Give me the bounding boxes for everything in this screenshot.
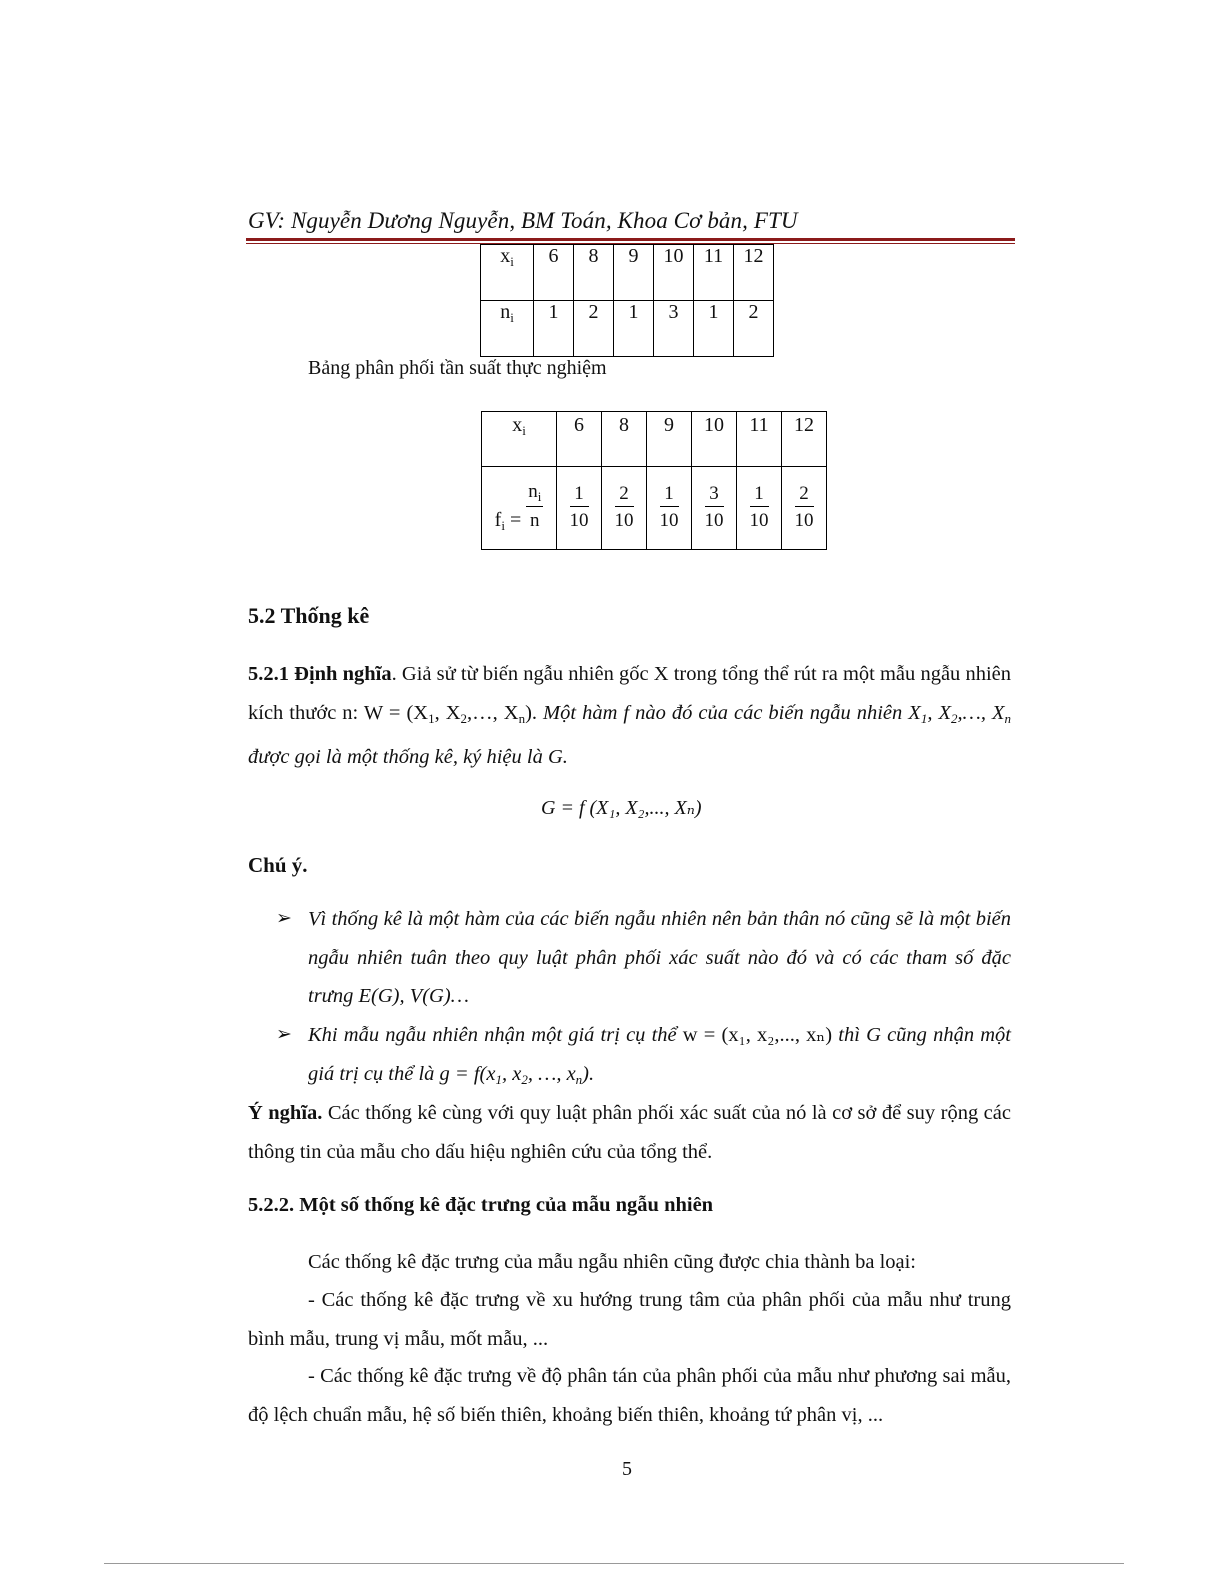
- table-cell: 12: [734, 245, 774, 301]
- table-cell: 8: [574, 245, 614, 301]
- header-rule: [246, 238, 1015, 241]
- arrow-bullet-icon: ➢: [276, 1024, 292, 1045]
- table-cell: 9: [614, 245, 654, 301]
- page-header: GV: Nguyễn Dương Nguyễn, BM Toán, Khoa Cơ bản, FTU: [248, 208, 798, 233]
- section-title: 5.2 Thống kê: [248, 603, 370, 628]
- table-row: [481, 245, 774, 301]
- table-row: [482, 467, 827, 550]
- table-caption: Bảng phân phối tần suất thực nghiệm: [308, 357, 607, 379]
- table-cell: $\frac{2}{10}$: [782, 467, 827, 550]
- table-cell: 12: [782, 412, 827, 467]
- table-cell: 10: [692, 412, 737, 467]
- table-cell: 3: [654, 301, 694, 357]
- table-cell: 11: [694, 245, 734, 301]
- row-label-x: $x_i$: [481, 245, 534, 301]
- footer-rule: [104, 1563, 1124, 1564]
- page-number: 5: [622, 1458, 632, 1480]
- table-cell: 9: [647, 412, 692, 467]
- meaning-label: Ý nghĩa.: [248, 1102, 323, 1124]
- table-cell: 10: [654, 245, 694, 301]
- row-label-n: $n_i$: [481, 301, 534, 357]
- table-cell: $\frac{1}{10}$: [557, 467, 602, 550]
- row-label-f: $f_i$ = $\frac{n_i}{n}$: [482, 467, 557, 550]
- intro-paragraph: Các thống kê đặc trưng của mẫu ngẫu nhiên cũng được chia thành ba loại:: [308, 1251, 917, 1273]
- meaning-paragraph: Ý nghĩa. Các thống kê cùng với quy luật phân phối xác suất của nó là cơ sở để suy rộng các thông tin của mẫu cho dấu hiệu nghiên cứu của tổng thể.: [248, 1102, 1011, 1163]
- fraction: $\frac{n_i}{n}$: [528, 481, 542, 531]
- table-cell: 6: [534, 245, 574, 301]
- definition-label: 5.2.1 Định nghĩa: [248, 663, 392, 685]
- table-cell: $\frac{2}{10}$: [602, 467, 647, 550]
- arrow-bullet-icon: ➢: [276, 908, 292, 929]
- table-cell: 8: [602, 412, 647, 467]
- table-row: [481, 301, 774, 357]
- table-cell: 1: [694, 301, 734, 357]
- table-cell: 2: [574, 301, 614, 357]
- table-cell: $\frac{3}{10}$: [692, 467, 737, 550]
- table-cell: 1: [614, 301, 654, 357]
- table-cell: $\frac{1}{10}$: [647, 467, 692, 550]
- frequency-table: [480, 244, 774, 357]
- table-cell: 1: [534, 301, 574, 357]
- table-cell: 11: [737, 412, 782, 467]
- table-cell: 6: [557, 412, 602, 467]
- relative-frequency-table: [481, 411, 827, 550]
- note-bullet: Vì thống kê là một hàm của các biến ngẫu nhiên nên bản thân nó cũng sẽ là một biến ngẫu nhiên tuân theo quy luật phân phối xác suất nào đó và có các tham số đặc trưng E(G), V(G)…: [308, 908, 1011, 1007]
- table-row: [482, 412, 827, 467]
- subsection-title: 5.2.2. Một số thống kê đặc trưng của mẫu ngẫu nhiên: [248, 1194, 714, 1216]
- note-bullet: Khi mẫu ngẫu nhiên nhận một giá trị cụ thể w = (x₁, x₂,..., xₙ) thì G cũng nhận một giá trị cụ thể là $g = f(x_1$, $x_2$, …, $x_n$).: [308, 1024, 1011, 1087]
- list-item: - Các thống kê đặc trưng về xu hướng trung tâm của phân phối của mẫu như trung bình mẫu, trung vị mẫu, mốt mẫu, ...: [248, 1289, 1011, 1350]
- note-title: Chú ý.: [248, 853, 308, 877]
- statistic-formula: G = f (X₁, X₂,..., Xₙ): [541, 797, 702, 819]
- table-cell: 2: [734, 301, 774, 357]
- list-item: - Các thống kê đặc trưng về độ phân tán của phân phối của mẫu như phương sai mẫu, độ lệch chuẩn mẫu, hệ số biến thiên, khoảng biến thiên, khoảng tứ phân vị, ...: [248, 1365, 1011, 1426]
- table-cell: $\frac{1}{10}$: [737, 467, 782, 550]
- definition-paragraph: 5.2.1 Định nghĩa. Giả sử từ biến ngẫu nhiên gốc X trong tổng thể rút ra một mẫu ngẫu nhiên kích thước n: $W = (X_1$, $X_2,\dots$, $X_n$). Một hàm f nào đó của các biến ngẫu nhiên $X_1$, $X_2,\dots$, $X_n$ được gọi là một thống kê, ký hiệu là G.: [248, 663, 1011, 768]
- row-label-x: $x_i$: [482, 412, 557, 467]
